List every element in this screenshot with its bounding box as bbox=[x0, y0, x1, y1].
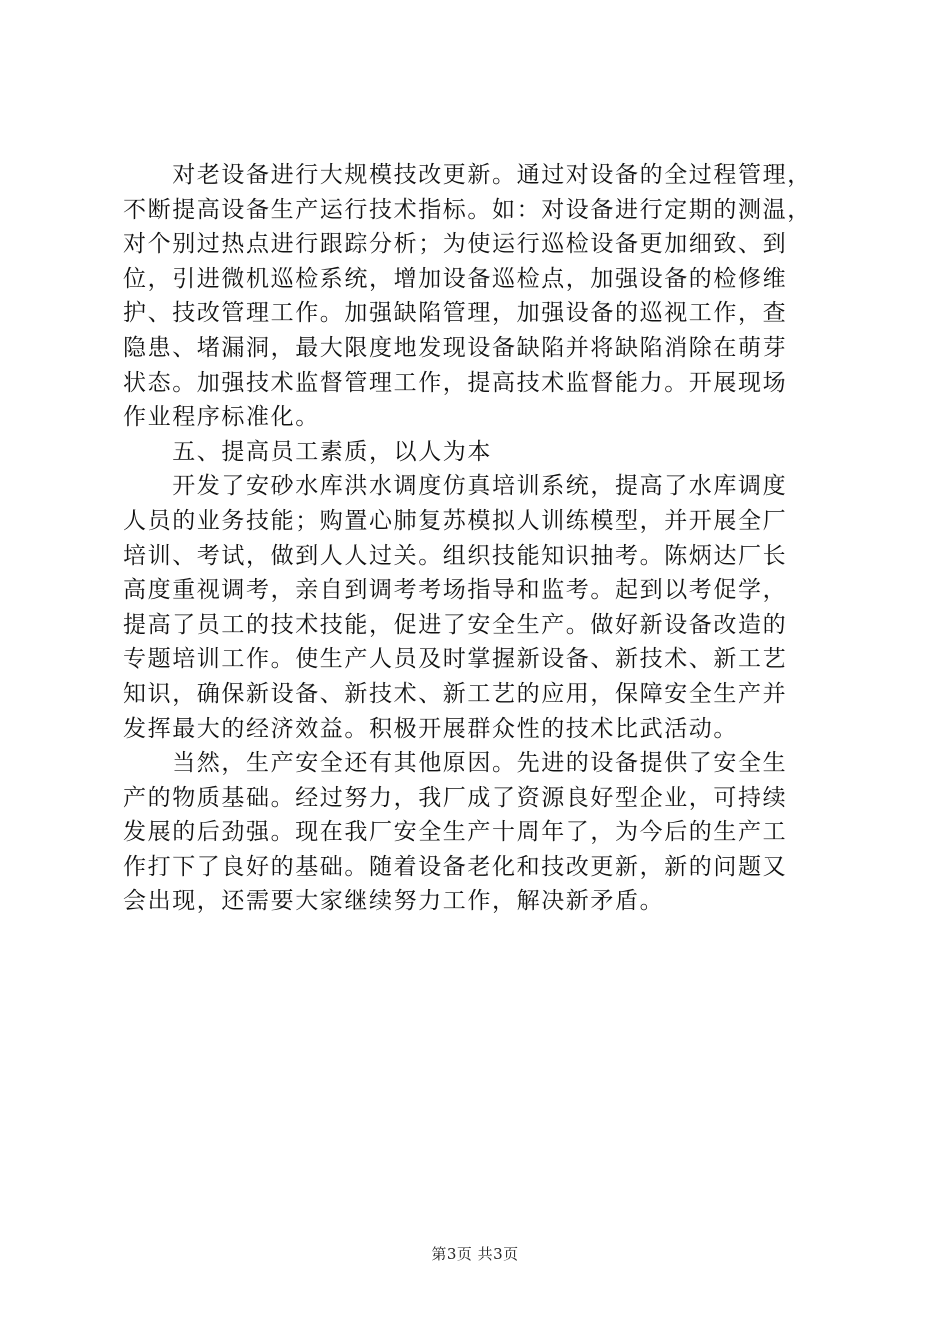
paragraph-line: 作业程序标准化。 bbox=[123, 404, 320, 431]
paragraph-line: 高度重视调考，亲自到调考考场指导和监考。起到以考促学， bbox=[123, 577, 788, 604]
paragraph-line: 开发了安砂水库洪水调度仿真培训系统，提高了水库调度 bbox=[123, 473, 788, 500]
paragraph-line: 当然，生产安全还有其他原因。先进的设备提供了安全生 bbox=[123, 750, 788, 777]
paragraph-line: 作打下了良好的基础。随着设备老化和技改更新，新的问题又 bbox=[123, 853, 788, 880]
paragraph-line: 提高了员工的技术技能，促进了安全生产。做好新设备改造的 bbox=[123, 611, 788, 638]
page-number-footer: 第3页 共3页 bbox=[431, 1245, 519, 1263]
section-heading: 五、提高员工素质，以人为本 bbox=[123, 438, 492, 465]
paragraph-line: 发展的后劲强。现在我厂安全生产十周年了，为今后的生产工 bbox=[123, 819, 788, 846]
paragraph-line: 护、技改管理工作。加强缺陷管理，加强设备的巡视工作，查 bbox=[123, 300, 788, 327]
paragraph-line: 隐患、堵漏洞，最大限度地发现设备缺陷并将缺陷消除在萌芽 bbox=[123, 334, 788, 361]
paragraph-line: 对个别过热点进行跟踪分析；为使运行巡检设备更加细致、到 bbox=[123, 231, 788, 258]
paragraph-line: 位，引进微机巡检系统，增加设备巡检点，加强设备的检修维 bbox=[123, 265, 788, 292]
paragraph-line: 专题培训工作。使生产人员及时掌握新设备、新技术、新工艺 bbox=[123, 646, 788, 673]
paragraph-line: 产的物质基础。经过努力，我厂成了资源良好型企业，可持续 bbox=[123, 784, 788, 811]
paragraph-line: 会出现，还需要大家继续努力工作，解决新矛盾。 bbox=[123, 888, 665, 915]
paragraph-line: 对老设备进行大规模技改更新。通过对设备的全过程管理， bbox=[123, 162, 812, 188]
body-text bbox=[123, 158, 843, 919]
paragraph-line: 知识，确保新设备、新技术、新工艺的应用，保障安全生产并 bbox=[123, 680, 788, 707]
paragraph-line: 培训、考试，做到人人过关。组织技能知识抽考。陈炳达厂长 bbox=[123, 542, 788, 569]
paragraph-line: 人员的业务技能；购置心肺复苏模拟人训练模型，并开展全厂 bbox=[123, 507, 788, 534]
paragraph-line: 发挥最大的经济效益。积极开展群众性的技术比武活动。 bbox=[123, 715, 738, 742]
paragraph-line: 状态。加强技术监督管理工作，提高技术监督能力。开展现场 bbox=[123, 369, 788, 396]
paragraph-line: 不断提高设备生产运行技术指标。如：对设备进行定期的测温， bbox=[123, 196, 812, 223]
